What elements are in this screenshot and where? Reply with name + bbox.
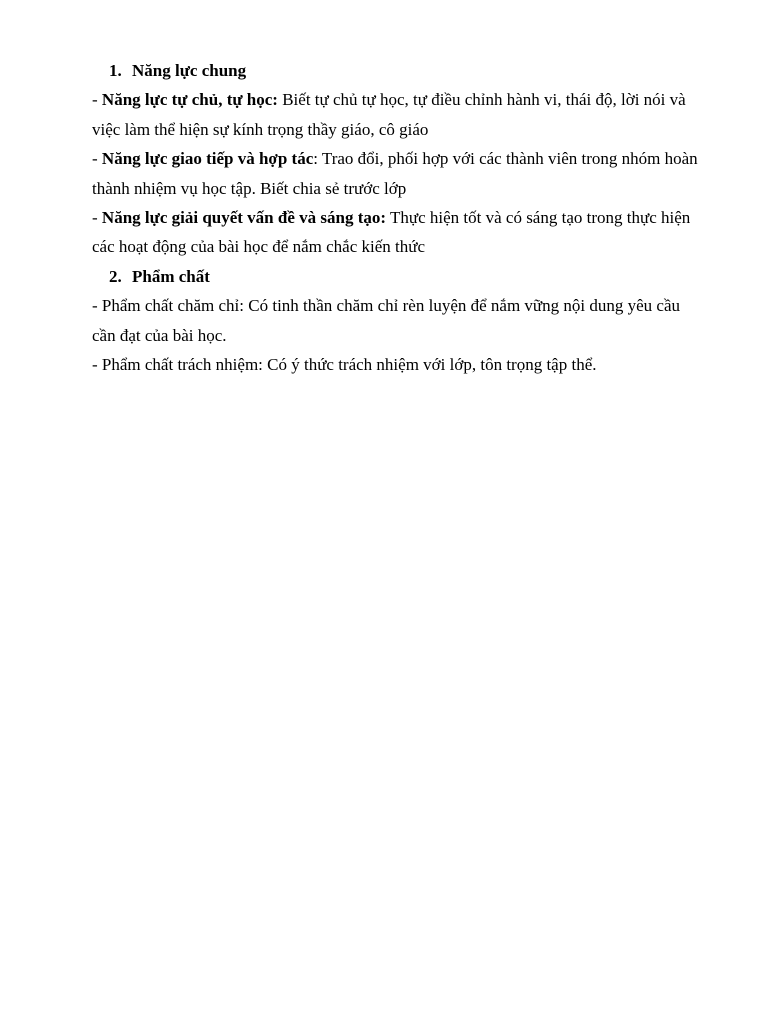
section-heading-nang-luc-chung — [92, 56, 702, 85]
section-heading-pham-chat — [92, 262, 702, 291]
paragraph-text: Biết tự chủ tự học, tự điều chỉnh hành vi, thái độ, lời nói và việc làm thể hiện sự kính trọng thầy giáo, cô giáo — [92, 90, 686, 139]
document-page — [92, 56, 702, 379]
paragraph-giao-tiep-hop-tac — [92, 144, 702, 203]
bullet-prefix: - — [92, 90, 102, 110]
paragraph-trach-nhiem: - Phẩm chất trách nhiệm: Có ý thức trách nhiệm với lớp, tôn trọng tập thể. — [92, 355, 597, 375]
paragraph-cham-chi: - Phẩm chất chăm chỉ: Có tinh thần chăm chỉ rèn luyện để nắm vững nội dung yêu cầu cần đạt của bài học. — [92, 296, 681, 345]
paragraph-giai-quyet-van-de — [92, 203, 702, 262]
bold-label: Năng lực giao tiếp và hợp tác — [101, 149, 314, 169]
section-number: 1. — [109, 61, 122, 80]
bullet-prefix: - — [92, 208, 102, 228]
bold-label: Năng lực giải quyết vấn đề và sáng tạo: — [101, 208, 387, 228]
section-number: 2. — [109, 266, 122, 286]
paragraph-text: Thực hiện tốt và có sáng tạo trong thực hiện các hoạt động của bài học để nắm chắc kiến thức — [92, 208, 691, 257]
section-title: Năng lực chung — [132, 61, 247, 80]
bold-label: Năng lực tự chủ, tự học: — [101, 90, 278, 110]
section-title: Phẩm chất — [132, 266, 210, 286]
paragraph-text: : Trao đổi, phối hợp với các thành viên trong nhóm hoàn thành nhiệm vụ học tập. Biết chia sẻ trước lớp — [92, 149, 698, 198]
bullet-prefix: - — [92, 149, 102, 169]
paragraph-tu-chu-tu-hoc — [92, 85, 702, 144]
